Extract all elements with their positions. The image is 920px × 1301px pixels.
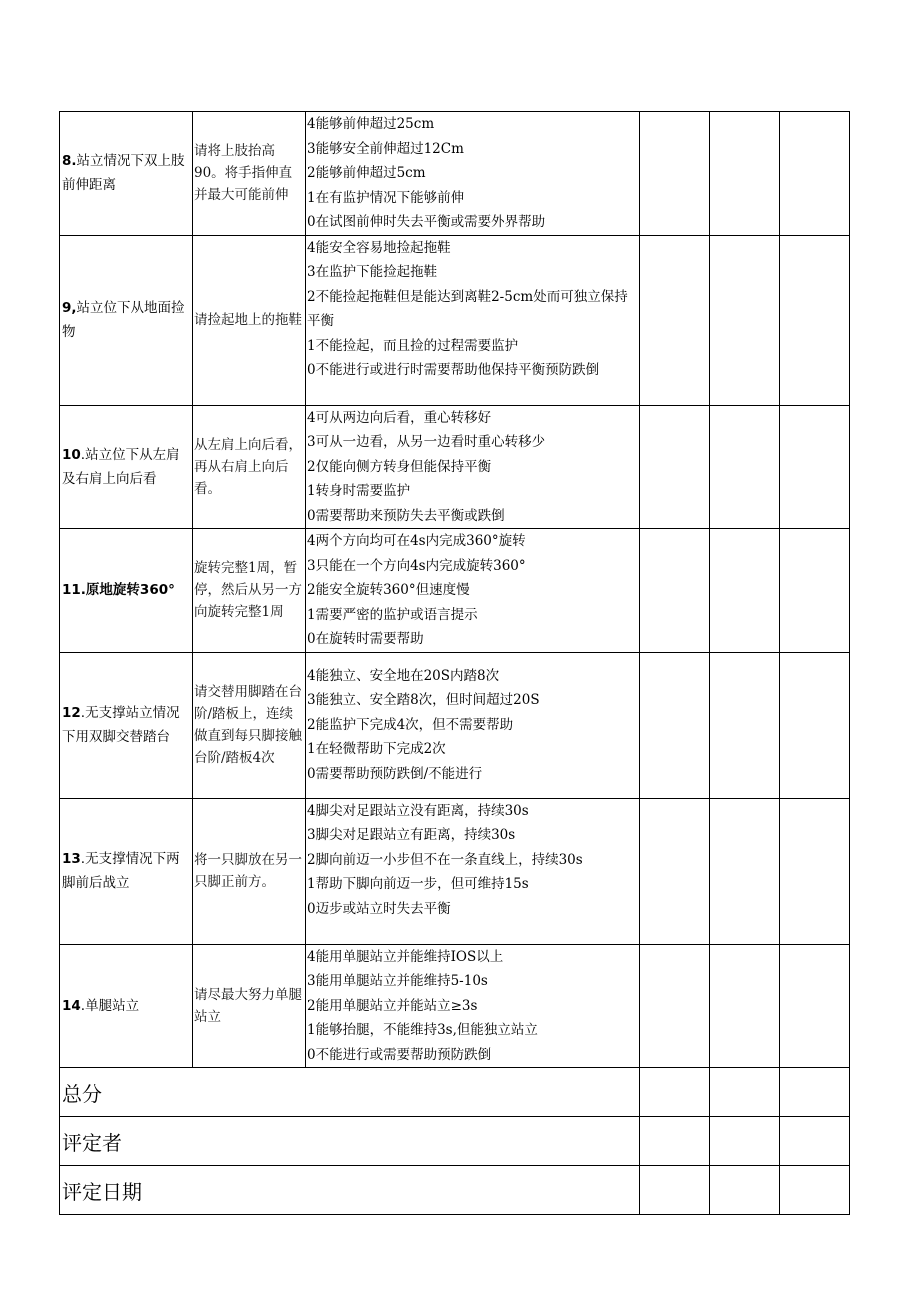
scoring-criteria: 4能独立、安全地在20S内踏8次 3能独立、安全踏8次，但时间超过20S 2能监护下完成4次，但不需要帮助 1在轻微帮助下完成2次 0需要帮助预防跌倒/不能进行	[306, 652, 640, 798]
item-instruction: 从左肩上向后看，再从右肩上向后看。	[193, 405, 306, 529]
scoring-criteria: 4可从两边向后看，重心转移好 3可从一边看，从另一边看时重心转移少 2仅能向侧方转身但能保持平衡 1转身时需要监护 0需要帮助来预防失去平衡或跌倒	[306, 405, 640, 529]
table-row	[60, 405, 850, 529]
score-cell[interactable]	[780, 405, 850, 529]
score-cell[interactable]	[780, 1068, 850, 1117]
score-cell[interactable]	[780, 652, 850, 798]
score-cell[interactable]	[710, 652, 780, 798]
score-cell[interactable]	[640, 1117, 710, 1166]
item-instruction: 将一只脚放在另一只脚正前方。	[193, 798, 306, 944]
score-cell[interactable]	[780, 944, 850, 1068]
score-cell[interactable]	[640, 405, 710, 529]
score-cell[interactable]	[710, 798, 780, 944]
score-cell[interactable]	[640, 798, 710, 944]
score-cell[interactable]	[640, 235, 710, 405]
item-name: 14.单腿站立	[60, 944, 193, 1068]
item-instruction: 请交替用脚踏在台阶/踏板上，连续做直到每只脚接触台阶/踏板4次	[193, 652, 306, 798]
score-cell[interactable]	[640, 1068, 710, 1117]
score-cell[interactable]	[780, 112, 850, 236]
table-row	[60, 235, 850, 405]
score-cell[interactable]	[640, 1166, 710, 1215]
table-row	[60, 529, 850, 653]
score-cell[interactable]	[640, 112, 710, 236]
scoring-criteria: 4脚尖对足跟站立没有距离，持续30s 3脚尖对足跟站立有距离，持续30s 2脚向前迈一小步但不在一条直线上，持续30s 1帮助下脚向前迈一步，但可维持15s 0迈步或站立时失去平衡	[306, 798, 640, 944]
item-name: 10.站立位下从左肩及右肩上向后看	[60, 405, 193, 529]
scoring-criteria: 4能用单腿站立并能维持IOS以上 3能用单腿站立并能维持5-10s 2能用单腿站立并能站立≥3s 1能够抬腿，不能维持3s,但能独立站立 0不能进行或需要帮助预防跌倒	[306, 944, 640, 1068]
item-name: 12.无支撑站立情况下用双脚交替踏台	[60, 652, 193, 798]
score-cell[interactable]	[710, 1117, 780, 1166]
item-instruction: 请捡起地上的拖鞋	[193, 235, 306, 405]
score-cell[interactable]	[710, 944, 780, 1068]
assessment-table	[59, 111, 850, 1215]
scoring-criteria: 4能够前伸超过25cm 3能够安全前伸超过12Cm 2能够前伸超过5cm 1在有监护情况下能够前伸 0在试图前伸时失去平衡或需要外界帮助	[306, 112, 640, 236]
score-cell[interactable]	[710, 1166, 780, 1215]
score-cell[interactable]	[640, 652, 710, 798]
assessment-date-label: 评定日期	[60, 1166, 640, 1215]
score-cell[interactable]	[710, 1068, 780, 1117]
table-row	[60, 112, 850, 236]
scoring-criteria: 4两个方向均可在4s内完成360°旋转 3只能在一个方向4s内完成旋转360° 2能安全旋转360°但速度慢 1需要严密的监护或语言提示 0在旋转时需要帮助	[306, 529, 640, 653]
table-row	[60, 652, 850, 798]
total-score-label: 总分	[60, 1068, 640, 1117]
score-cell[interactable]	[780, 1166, 850, 1215]
score-cell[interactable]	[780, 1117, 850, 1166]
item-name: 13.无支撑情况下两脚前后战立	[60, 798, 193, 944]
item-instruction: 请将上肢抬高90。将手指伸直并最大可能前伸	[193, 112, 306, 236]
score-cell[interactable]	[780, 798, 850, 944]
assessor-row	[60, 1117, 850, 1166]
item-name: 8.站立情况下双上肢前伸距离	[60, 112, 193, 236]
table-row	[60, 798, 850, 944]
score-cell[interactable]	[780, 529, 850, 653]
assessor-label: 评定者	[60, 1117, 640, 1166]
score-cell[interactable]	[710, 112, 780, 236]
score-cell[interactable]	[710, 235, 780, 405]
score-cell[interactable]	[640, 529, 710, 653]
score-cell[interactable]	[710, 405, 780, 529]
item-name: 11.原地旋转360°	[60, 529, 193, 653]
item-instruction: 请尽最大努力单腿站立	[193, 944, 306, 1068]
total-score-row	[60, 1068, 850, 1117]
score-cell[interactable]	[780, 235, 850, 405]
score-cell[interactable]	[640, 944, 710, 1068]
assessment-date-row	[60, 1166, 850, 1215]
table-row	[60, 944, 850, 1068]
scoring-criteria: 4能安全容易地捡起拖鞋 3在监护下能捡起拖鞋 2不能捡起拖鞋但是能达到离鞋2-5cm处而可独立保持平衡 1不能捡起，而且捡的过程需要监护 0不能进行或进行时需要帮助他保持平衡预防跌倒	[306, 235, 640, 405]
item-instruction: 旋转完整1周，暂停，然后从另一方向旋转完整1周	[193, 529, 306, 653]
score-cell[interactable]	[710, 529, 780, 653]
item-name: 9,站立位下从地面捡物	[60, 235, 193, 405]
